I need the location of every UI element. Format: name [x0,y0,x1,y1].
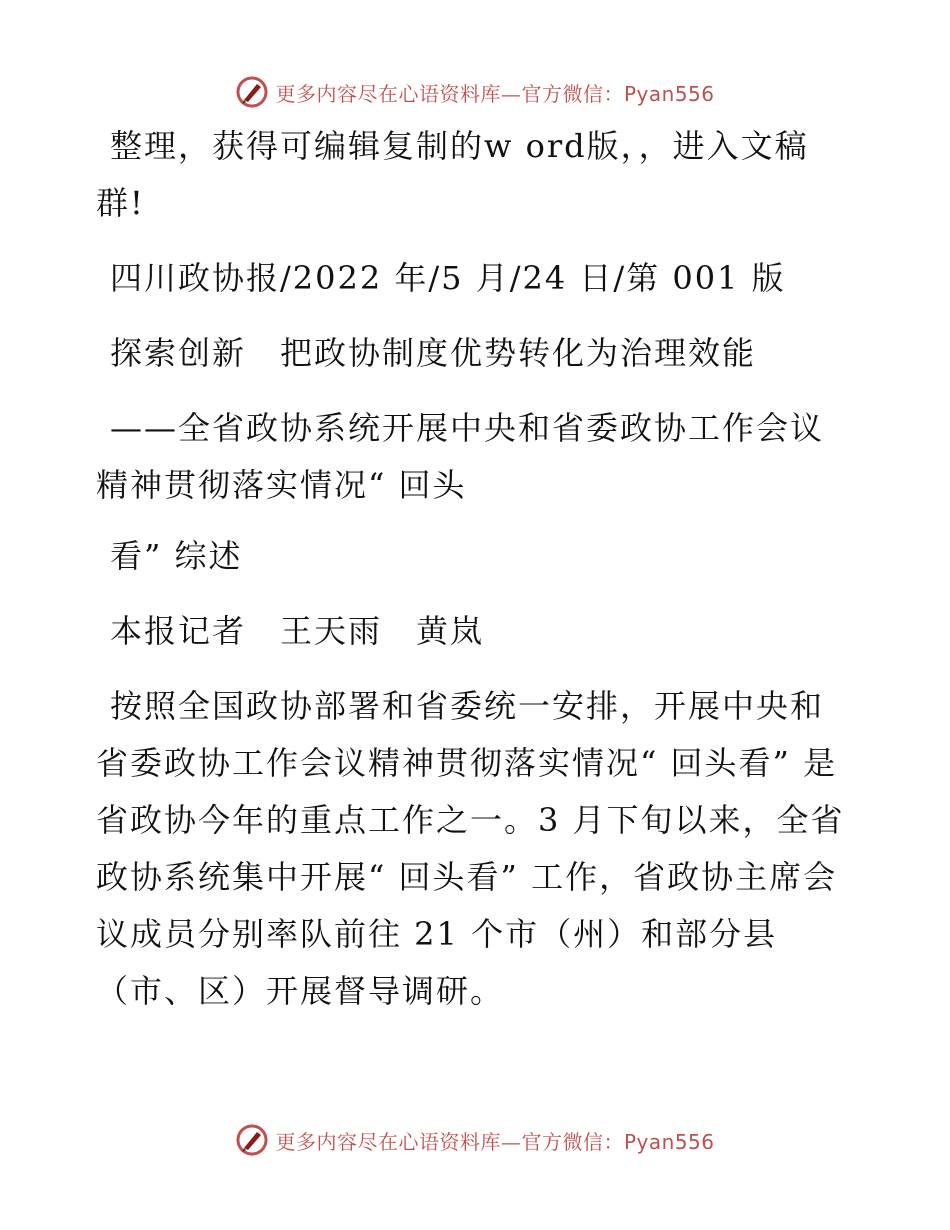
document-body [96,118,856,1038]
watermark-text: 更多内容尽在心语资料库—官方微信： [275,1129,624,1154]
watermark-wechat-id: Pyan556 [623,1129,715,1154]
watermark-text: 更多内容尽在心语资料库—官方微信： [275,81,624,106]
paragraph-byline: 本报记者 王天雨 黄岚 [110,612,485,650]
quill-pen-logo-icon [235,75,269,109]
paragraph-headline: 探索创新 把政协制度优势转化为治理效能 [110,334,757,372]
paragraph-source: 四川政协报/2022 年/5 月/24 日/第 001 版 [110,259,786,297]
paragraph-intro: 整理，获得可编辑复制的w ord版，，进入文稿群! [96,127,809,222]
paragraph-subheadline-end: 看” 综述 [110,537,243,575]
paragraph-body: 按照全国政协部署和省委统一安排，开展中央和省委政协工作会议精神贯彻落实情况“ 回头看” 是省政协今年的重点工作之一。3 月下旬以来，全省政协系统集中开展“ 回头看” 工作，省政协主席会议成员分别率队前往 21 个市（州）和部分县（市、区）开展督导调研。 [96,687,845,1010]
quill-pen-logo-icon [235,1123,269,1157]
watermark-footer [0,1120,950,1160]
watermark-header [0,72,950,112]
watermark-wechat-id: Pyan556 [623,81,715,106]
paragraph-subheadline: ——全省政协系统开展中央和省委政协工作会议精神贯彻落实情况“ 回头 [96,409,825,504]
